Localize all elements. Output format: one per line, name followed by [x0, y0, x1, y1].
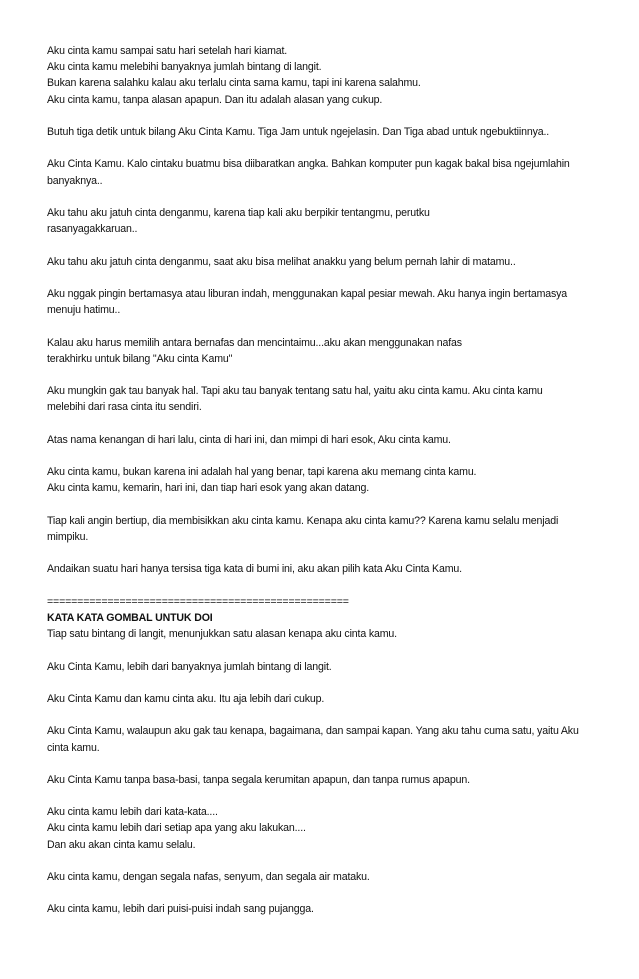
paragraph [47, 804, 607, 853]
document-page [47, 43, 607, 934]
text-line: Aku cinta kamu, lebih dari puisi-puisi indah sang pujangga. [47, 903, 314, 916]
section-title: KATA KATA GOMBAL UNTUK DOI [47, 611, 213, 624]
text-line: Aku mungkin gak tau banyak hal. Tapi aku tau banyak tentang satu hal, yaitu aku cinta kamu. Aku cinta kamu [47, 385, 543, 398]
text-line: rasanyagakkaruan.. [47, 223, 138, 236]
text-line: Tiap kali angin bertiup, dia membisikkan aku cinta kamu. Kenapa aku cinta kamu?? Karena kamu selalu menjadi [47, 514, 559, 527]
text-line: Aku nggak pingin bertamasya atau liburan indah, menggunakan kapal pesiar mewah. Aku hanya ingin bertamasya [47, 287, 568, 300]
text-line: Dan aku akan cinta kamu selalu. [47, 838, 196, 851]
section-intro: Tiap satu bintang di langit, menunjukkan satu alasan kenapa aku cinta kamu. [47, 628, 397, 641]
paragraph [47, 561, 607, 577]
paragraph [47, 659, 607, 675]
text-line: Aku cinta kamu, bukan karena ini adalah hal yang benar, tapi karena aku memang cinta kamu. [47, 466, 477, 479]
paragraph [47, 723, 607, 755]
text-line: terakhirku untuk bilang "Aku cinta Kamu" [47, 352, 233, 365]
text-line: Aku tahu aku jatuh cinta denganmu, saat aku bisa melihat anakku yang belum pernah lahir di matamu.. [47, 255, 516, 268]
text-line: Aku cinta kamu lebih dari setiap apa yang aku lakukan.... [47, 822, 306, 835]
text-line: Aku Cinta Kamu tanpa basa-basi, tanpa segala kerumitan apapun, dan tanpa rumus apapun. [47, 773, 470, 786]
text-line: Andaikan suatu hari hanya tersisa tiga kata di bumi ini, aku akan pilih kata Aku Cinta Kamu. [47, 563, 462, 576]
paragraph [47, 691, 607, 707]
text-line: mimpiku. [47, 530, 89, 543]
text-line: Aku Cinta Kamu, lebih dari banyaknya jumlah bintang di langit. [47, 660, 332, 673]
text-line: Aku cinta kamu lebih dari kata-kata.... [47, 806, 218, 819]
text-line: Aku cinta kamu, kemarin, hari ini, dan tiap hari esok yang akan datang. [47, 482, 370, 495]
paragraph [47, 43, 607, 108]
paragraph [47, 513, 607, 545]
text-line: Aku cinta kamu melebihi banyaknya jumlah bintang di langit. [47, 61, 322, 74]
divider-line: ================================================== [47, 595, 349, 608]
text-line: Aku Cinta Kamu dan kamu cinta aku. Itu aja lebih dari cukup. [47, 692, 325, 705]
text-line: Aku cinta kamu sampai satu hari setelah hari kiamat. [47, 45, 288, 57]
spacer [47, 642, 607, 658]
paragraph [47, 869, 607, 885]
text-line: Butuh tiga detik untuk bilang Aku Cinta Kamu. Tiga Jam untuk ngejelasin. Dan Tiga abad untuk ngebuktiinnya.. [47, 126, 550, 138]
text-line: Aku Cinta Kamu. Kalo cintaku buatmu bisa diibaratkan angka. Bahkan komputer pun kagak bakal bisa ngejumlahin [47, 158, 570, 171]
poem-section-one [47, 43, 607, 578]
section-header [47, 594, 607, 643]
paragraph [47, 772, 607, 788]
text-line: menuju hatimu.. [47, 304, 121, 317]
text-line: Bukan karena salahku kalau aku terlalu cinta sama kamu, tapi ini karena salahmu. [47, 77, 421, 90]
paragraph [47, 383, 607, 415]
paragraph [47, 286, 607, 318]
text-line: Kalau aku harus memilih antara bernafas dan mencintaimu...aku akan menggunakan nafas [47, 336, 462, 349]
paragraph [47, 254, 607, 270]
paragraph [47, 205, 607, 237]
paragraph [47, 156, 607, 188]
text-line: Aku cinta kamu, dengan segala nafas, senyum, dan segala air mataku. [47, 871, 370, 884]
text-line: Aku Cinta Kamu, walaupun aku gak tau kenapa, bagaimana, dan sampai kapan. Yang aku tahu cuma satu, yaitu Aku [47, 725, 579, 738]
paragraph [47, 432, 607, 448]
text-line: banyaknya.. [47, 174, 103, 187]
paragraph [47, 901, 607, 917]
poem-section-two [47, 659, 607, 918]
text-line: cinta kamu. [47, 741, 100, 754]
paragraph [47, 124, 607, 140]
paragraph [47, 335, 607, 367]
paragraph [47, 464, 607, 496]
text-line: melebihi dari rasa cinta itu sendiri. [47, 401, 202, 414]
text-line: Atas nama kenangan di hari lalu, cinta di hari ini, dan mimpi di hari esok, Aku cinta kamu. [47, 433, 451, 446]
text-line: Aku cinta kamu, tanpa alasan apapun. Dan itu adalah alasan yang cukup. [47, 93, 383, 106]
text-line: Aku tahu aku jatuh cinta denganmu, karena tiap kali aku berpikir tentangmu, perutku [47, 206, 430, 219]
